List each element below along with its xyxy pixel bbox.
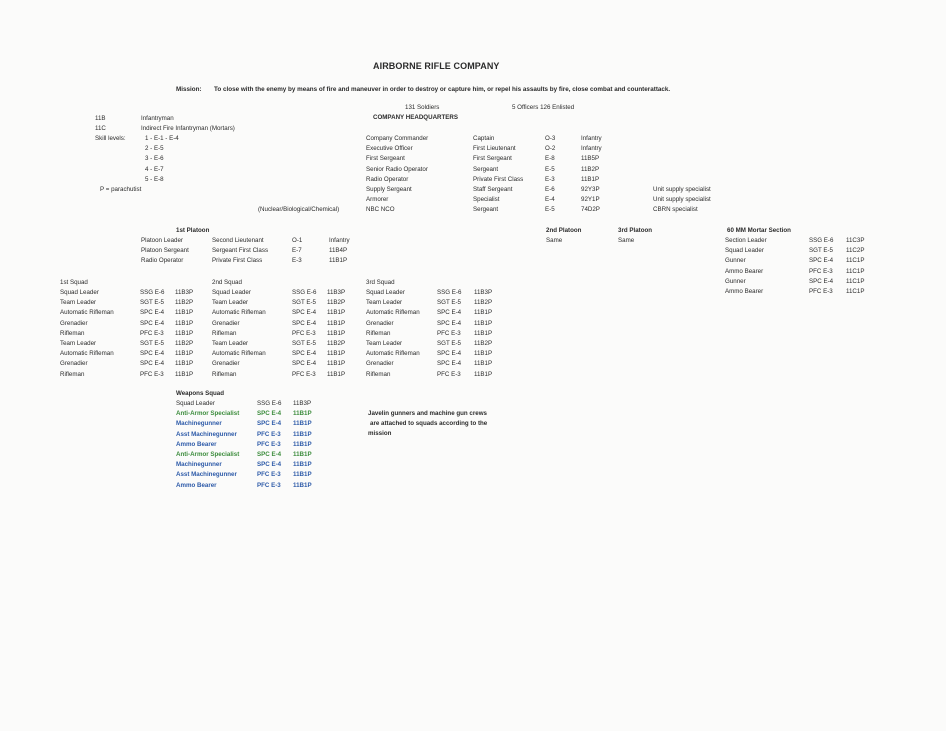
- squad-row-col1: Rifleman: [212, 329, 237, 337]
- mission-label: Mission:: [176, 86, 202, 93]
- mortar-row-col3: 11C1P: [846, 257, 865, 265]
- platoon1-hq-row-col4: 11B1P: [329, 257, 348, 265]
- mortar-row-col3: 11C2P: [846, 247, 865, 255]
- hq-row-col1: Radio Operator: [366, 175, 409, 183]
- page-title: AIRBORNE RIFLE COMPANY: [373, 61, 500, 71]
- mortar-row-col2: SPC E-4: [809, 277, 834, 285]
- squad-row-col3: 11B2P: [327, 299, 346, 307]
- weapons-row-col2: PFC E-3: [257, 440, 281, 448]
- squad-row-col1: Automatic Rifleman: [212, 309, 266, 317]
- squad-row-col1: Grenadier: [366, 319, 394, 327]
- mission-text: To close with the enemy by means of fire and maneuver in order to destroy or capture him, or repel his assaults by fire, close combat and counterattack.: [214, 86, 671, 93]
- legend-skill-row-col1: 3 - E-6: [145, 155, 164, 163]
- mortar-row-col1: Ammo Bearer: [725, 288, 764, 295]
- hq-row-col1: Executive Officer: [366, 145, 413, 153]
- squad-title: 2nd Squad: [212, 279, 242, 286]
- hq-row-col2: Captain: [473, 135, 495, 142]
- platoon1-hq-row-col3: E-3: [292, 257, 302, 265]
- platoon2-title: 2nd Platoon: [546, 227, 582, 234]
- squad-row-col1: Automatic Rifleman: [366, 350, 420, 358]
- legend-skill-row-col1: 2 - E-5: [145, 145, 164, 153]
- platoon1-hq-row-col2: Second Lieutenant: [212, 237, 264, 244]
- weapons-row-col2: SPC E-4: [257, 420, 282, 428]
- squad-row-col1: Grenadier: [366, 360, 394, 368]
- hq-row-col3: O-3: [545, 135, 556, 142]
- hq-row-col4: Infantry: [581, 145, 602, 153]
- squad-row-col2: PFC E-3: [140, 329, 164, 337]
- squad-row-col1: Rifleman: [366, 329, 391, 337]
- weapons-row-col1: Ammo Bearer: [176, 440, 217, 448]
- squad-row-col2: PFC E-3: [140, 370, 164, 378]
- squad-row-col3: 11B2P: [327, 340, 346, 347]
- weapons-row-col2: SPC E-4: [257, 410, 282, 418]
- squad-row-col3: 11B2P: [175, 340, 194, 347]
- weapons-row-col3: 11B1P: [293, 420, 312, 428]
- squad-row-col2: SPC E-4: [140, 360, 165, 368]
- hq-row-col1: Supply Sergeant: [366, 186, 412, 193]
- squad-row-col1: Automatic Rifleman: [366, 309, 420, 317]
- squad-row-col2: SPC E-4: [437, 309, 462, 317]
- squad-row-col2: SGT E-5: [140, 340, 164, 347]
- squad-row-col1: Rifleman: [60, 329, 85, 337]
- squad-row-col3: 11B2P: [474, 340, 493, 347]
- hq-row-col3: E-6: [545, 186, 555, 193]
- weapons-row-col1: Anti-Armor Specialist: [176, 410, 240, 418]
- hq-row-col4: 92Y3P: [581, 186, 600, 193]
- hq-row-col4: 74D2P: [581, 206, 600, 214]
- squad-row-col2: PFC E-3: [437, 370, 461, 378]
- squad-row-col1: Automatic Rifleman: [212, 350, 266, 358]
- mortar-row-col1: Ammo Bearer: [725, 267, 764, 275]
- platoon1-hq-row-col2: Private First Class: [212, 257, 263, 265]
- squad-row-col1: Team Leader: [60, 299, 97, 307]
- squad-row-col3: 11B1P: [175, 370, 194, 378]
- platoon3-title: 3rd Platoon: [618, 227, 653, 234]
- squad-row-col3: 11B1P: [175, 360, 194, 368]
- hq-row-col4: Infantry: [581, 135, 602, 142]
- squad-row-col1: Grenadier: [60, 319, 88, 327]
- hq-row-col1: Senior Radio Operator: [366, 165, 428, 173]
- squad-row-col2: SGT E-5: [292, 340, 316, 347]
- squad-row-col1: Team Leader: [212, 299, 249, 307]
- squad-row-col3: 11B2P: [474, 299, 493, 307]
- squad-row-col2: SPC E-4: [140, 309, 165, 317]
- weapons-row-col3: 11B1P: [293, 471, 312, 479]
- squad-row-col2: SGT E-5: [292, 299, 316, 307]
- legend-skill-label-col1: Skill levels:: [95, 135, 126, 143]
- squad-row-col2: PFC E-3: [292, 370, 316, 378]
- squad-row-col1: Automatic Rifleman: [60, 350, 114, 358]
- platoon1-title: 1st Platoon: [176, 227, 210, 234]
- squad-row-col1: Squad Leader: [366, 289, 405, 296]
- weapons-row-col2: PFC E-3: [257, 430, 281, 438]
- weapons-row-col3: 11B1P: [293, 481, 312, 489]
- hq-row-col3: E-8: [545, 155, 555, 163]
- mortar-row-col3: 11C1P: [846, 267, 865, 275]
- platoon1-hq-row-col4: Infantry: [329, 237, 350, 244]
- mortar-row-col2: PFC E-3: [809, 267, 833, 275]
- squad-row-col2: SGT E-5: [437, 340, 461, 347]
- squad-row-col3: 11B1P: [327, 329, 346, 337]
- mortar-row-col2: SPC E-4: [809, 257, 834, 265]
- squad-row-col2: SPC E-4: [292, 319, 317, 327]
- squad-row-col2: SSG E-6: [437, 289, 462, 296]
- squad-title: 3rd Squad: [366, 279, 395, 286]
- squad-row-col1: Rifleman: [60, 370, 85, 378]
- weapons-row-col1: Squad Leader: [176, 400, 215, 407]
- platoon1-hq-row-col1: Radio Operator: [141, 257, 184, 265]
- squad-row-col3: 11B1P: [327, 350, 346, 358]
- squad-row-col1: Squad Leader: [60, 289, 99, 296]
- platoon1-hq-row-col4: 11B4P: [329, 247, 348, 255]
- squad-row-col3: 11B1P: [327, 360, 346, 368]
- mortar-row-col2: SGT E-5: [809, 247, 833, 255]
- weapons-row-col3: 11B1P: [293, 410, 312, 418]
- hq-row-col4: 92Y1P: [581, 196, 600, 204]
- mortar-row-col3: 11C1P: [846, 277, 865, 285]
- platoon1-hq-row-col2: Sergeant First Class: [212, 247, 269, 255]
- squad-row-col3: 11B3P: [327, 289, 346, 296]
- legend-mos-row-col2: Infantryman: [141, 115, 174, 122]
- squad-row-col2: SGT E-5: [140, 299, 164, 307]
- mortar-row-col1: Section Leader: [725, 237, 767, 244]
- platoon1-hq-row-col3: O-1: [292, 237, 303, 244]
- hq-row-col2: First Lieutenant: [473, 145, 516, 153]
- squad-row-col2: SPC E-4: [437, 350, 462, 358]
- weapons-row-col3: 11B1P: [293, 451, 312, 458]
- weapons-row-col1: Ammo Bearer: [176, 481, 217, 489]
- hq-row-col5: Unit supply specialist: [653, 186, 711, 193]
- nbc-note: (Nuclear/Biological/Chemical): [258, 206, 340, 213]
- squad-row-col1: Team Leader: [366, 299, 403, 307]
- hq-row-col4: 11B2P: [581, 165, 600, 173]
- hq-row-col2: Sergeant: [473, 165, 499, 173]
- weapons-row-col2: PFC E-3: [257, 481, 281, 489]
- mortar-row-col1: Gunner: [725, 277, 746, 285]
- legend-mos-row-col1: 11C: [95, 125, 106, 133]
- mortar-row-col1: Squad Leader: [725, 247, 764, 255]
- mortar-title: 60 MM Mortar Section: [727, 227, 791, 234]
- squad-row-col3: 11B1P: [474, 319, 493, 327]
- squad-row-col1: Grenadier: [60, 360, 88, 368]
- p-note: P = parachutist: [100, 186, 142, 193]
- squad-row-col3: 11B1P: [327, 370, 346, 378]
- total-breakdown: 5 Officers 126 Enlisted: [512, 104, 575, 111]
- squad-row-col2: SSG E-6: [140, 289, 165, 296]
- squad-row-col3: 11B1P: [175, 319, 194, 327]
- legend-skill-row-col1: 1 - E-1 - E-4: [145, 135, 179, 142]
- hq-row-col3: E-3: [545, 175, 555, 183]
- hq-row-col1: NBC NCO: [366, 206, 395, 214]
- weapons-row-col1: Machinegunner: [176, 420, 222, 428]
- legend-skill-row-col1: 5 - E-8: [145, 175, 164, 183]
- mortar-row-col2: PFC E-3: [809, 288, 833, 295]
- platoon1-hq-row-col1: Platoon Leader: [141, 237, 183, 244]
- squad-row-col1: Squad Leader: [212, 289, 251, 296]
- squad-row-col3: 11B1P: [327, 309, 346, 317]
- weapons-row-col1: Asst Machinegunner: [176, 430, 237, 438]
- hq-title: COMPANY HEADQUARTERS: [373, 114, 459, 121]
- platoon1-hq-row-col1: Platoon Sergeant: [141, 247, 189, 255]
- squad-row-col2: SPC E-4: [437, 360, 462, 368]
- legend-skill-row-col1: 4 - E-7: [145, 165, 164, 173]
- squad-row-col1: Grenadier: [212, 360, 240, 368]
- squad-row-col3: 11B3P: [175, 289, 194, 296]
- hq-row-col3: E-4: [545, 196, 555, 204]
- squad-row-col1: Team Leader: [366, 340, 403, 347]
- squad-row-col3: 11B1P: [474, 360, 493, 368]
- hq-row-col3: E-5: [545, 165, 555, 173]
- weapons-row-col2: SPC E-4: [257, 461, 282, 469]
- squad-row-col3: 11B1P: [175, 329, 194, 337]
- platoon3-same: Same: [618, 237, 635, 244]
- squad-row-col3: 11B1P: [474, 309, 493, 317]
- weapons-row-col2: SSG E-6: [257, 400, 282, 407]
- hq-row-col1: First Sergeant: [366, 155, 405, 163]
- total-soldiers: 131 Soldiers: [405, 104, 440, 111]
- squad-row-col3: 11B1P: [175, 309, 194, 317]
- squad-title: 1st Squad: [60, 279, 88, 286]
- hq-row-col1: Company Commander: [366, 135, 429, 142]
- squad-row-col2: SPC E-4: [140, 319, 165, 327]
- squad-row-col3: 11B1P: [474, 350, 493, 358]
- weapons-note-line: mission: [368, 430, 392, 438]
- weapons-note-line: Javelin gunners and machine gun crews: [368, 410, 487, 417]
- weapons-row-col3: 11B1P: [293, 430, 312, 438]
- squad-row-col1: Rifleman: [212, 370, 237, 378]
- squad-row-col3: 11B1P: [474, 370, 493, 378]
- weapons-row-col2: PFC E-3: [257, 471, 281, 479]
- platoon1-hq-row-col3: E-7: [292, 247, 302, 255]
- weapons-row-col1: Asst Machinegunner: [176, 471, 237, 479]
- hq-row-col4: 11B5P: [581, 155, 600, 163]
- legend-mos-row-col1: 11B: [95, 115, 106, 122]
- squad-row-col2: PFC E-3: [437, 329, 461, 337]
- hq-row-col2: Staff Sergeant: [473, 186, 513, 193]
- squad-row-col3: 11B1P: [327, 319, 346, 327]
- weapons-row-col3: 11B3P: [293, 400, 312, 407]
- squad-row-col2: SPC E-4: [292, 309, 317, 317]
- squad-row-col2: SPC E-4: [292, 350, 317, 358]
- hq-row-col2: Private First Class: [473, 175, 524, 183]
- squad-row-col3: 11B1P: [175, 350, 194, 358]
- hq-row-col3: O-2: [545, 145, 556, 153]
- squad-row-col1: Team Leader: [212, 340, 249, 347]
- hq-row-col2: Specialist: [473, 196, 500, 204]
- squad-row-col2: SPC E-4: [292, 360, 317, 368]
- squad-row-col1: Team Leader: [60, 340, 97, 347]
- hq-row-col4: 11B1P: [581, 175, 600, 183]
- weapons-row-col3: 11B1P: [293, 461, 312, 469]
- mortar-row-col3: 11C1P: [846, 288, 865, 295]
- mortar-row-col3: 11C3P: [846, 237, 865, 244]
- squad-row-col3: 11B2P: [175, 299, 194, 307]
- hq-row-col3: E-5: [545, 206, 555, 214]
- squad-row-col3: 11B1P: [474, 329, 493, 337]
- weapons-row-col2: SPC E-4: [257, 451, 282, 458]
- mortar-row-col2: SSG E-6: [809, 237, 834, 244]
- hq-row-col5: CBRN specialist: [653, 206, 698, 214]
- hq-row-col2: First Sergeant: [473, 155, 512, 163]
- squad-row-col1: Grenadier: [212, 319, 240, 327]
- weapons-row-col1: Machinegunner: [176, 461, 222, 469]
- hq-row-col1: Armorer: [366, 196, 389, 204]
- weapons-row-col1: Anti-Armor Specialist: [176, 451, 240, 458]
- squad-row-col1: Rifleman: [366, 370, 391, 378]
- weapons-row-col3: 11B1P: [293, 440, 312, 448]
- squad-row-col2: PFC E-3: [292, 329, 316, 337]
- platoon2-same: Same: [546, 237, 563, 244]
- squad-row-col2: SPC E-4: [437, 319, 462, 327]
- squad-row-col1: Automatic Rifleman: [60, 309, 114, 317]
- weapons-squad-title: Weapons Squad: [176, 390, 225, 397]
- mortar-row-col1: Gunner: [725, 257, 746, 265]
- squad-row-col2: SGT E-5: [437, 299, 461, 307]
- squad-row-col2: SPC E-4: [140, 350, 165, 358]
- legend-mos-row-col2: Indirect Fire Infantryman (Mortars): [141, 125, 235, 133]
- squad-row-col3: 11B3P: [474, 289, 493, 296]
- squad-row-col2: SSG E-6: [292, 289, 317, 296]
- weapons-note-line: are attached to squads according to the: [370, 420, 488, 428]
- hq-row-col2: Sergeant: [473, 206, 499, 214]
- hq-row-col5: Unit supply specialist: [653, 196, 711, 204]
